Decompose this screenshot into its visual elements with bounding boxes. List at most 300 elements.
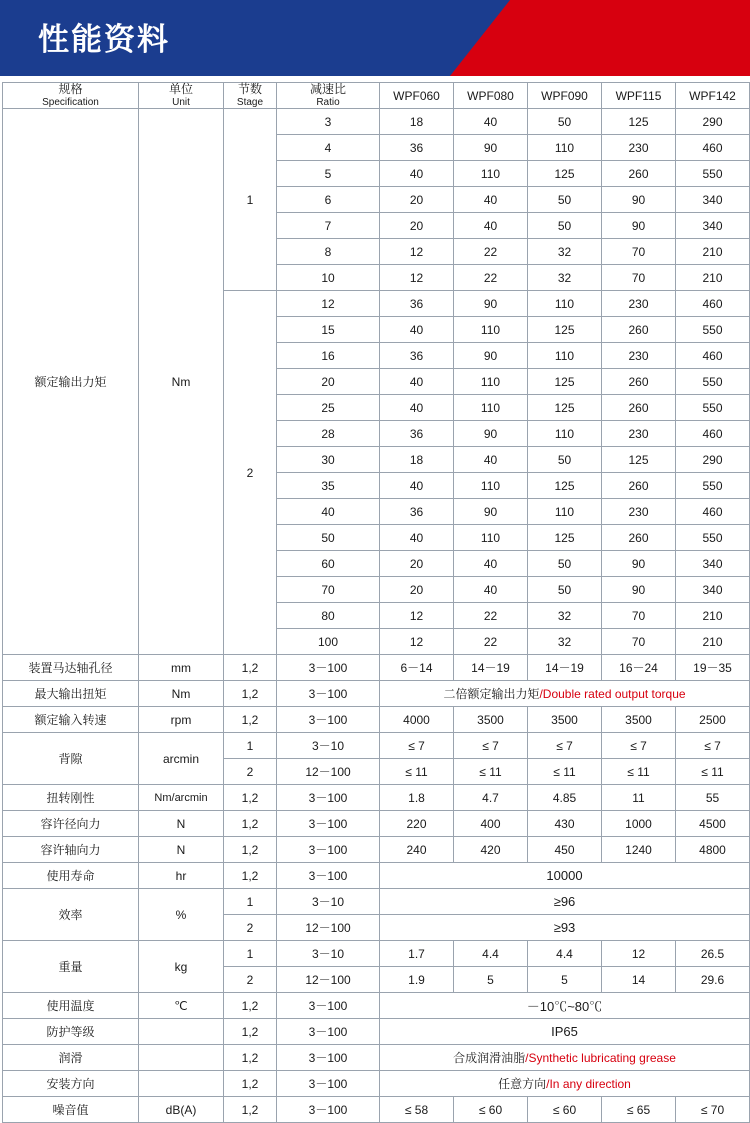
header-unit-cn: 单位 xyxy=(168,82,193,96)
row-label-backlash: 背隙 xyxy=(3,733,139,785)
value-cell: 1.9 xyxy=(380,967,454,993)
value-cell: 90 xyxy=(602,213,676,239)
value-cell: 32 xyxy=(528,265,602,291)
row-unit: % xyxy=(139,889,224,941)
value-cell: ≤ 7 xyxy=(676,733,750,759)
value-cell: ≤ 11 xyxy=(602,759,676,785)
value-cell: 1.7 xyxy=(380,941,454,967)
row-stage: 1,2 xyxy=(224,811,277,837)
value-cell: 460 xyxy=(676,343,750,369)
value-cell: ≤ 70 xyxy=(676,1097,750,1123)
value-cell: 40 xyxy=(454,187,528,213)
span-note-en: /In any direction xyxy=(546,1077,631,1092)
row-ratio: 3－100 xyxy=(277,1045,380,1071)
value-cell: 110 xyxy=(454,369,528,395)
value-cell: 20 xyxy=(380,213,454,239)
value-cell: 4.85 xyxy=(528,785,602,811)
row-unit: N xyxy=(139,837,224,863)
ratio-cell: 12 xyxy=(277,291,380,317)
value-cell: 90 xyxy=(602,577,676,603)
ratio-cell: 10 xyxy=(277,265,380,291)
value-cell: 430 xyxy=(528,811,602,837)
header-model-wpf142: WPF142 xyxy=(676,83,750,109)
value-cell: ≤ 7 xyxy=(602,733,676,759)
value-cell: 40 xyxy=(380,161,454,187)
value-cell: ≤ 65 xyxy=(602,1097,676,1123)
row-stage: 1 xyxy=(224,889,277,915)
value-cell: 40 xyxy=(454,213,528,239)
value-cell: 40 xyxy=(454,109,528,135)
value-cell: 260 xyxy=(602,317,676,343)
value-cell: 460 xyxy=(676,291,750,317)
value-cell: 340 xyxy=(676,551,750,577)
value-span: ≥93 xyxy=(380,915,750,941)
row-ratio: 12－100 xyxy=(277,967,380,993)
value-cell: 125 xyxy=(528,525,602,551)
value-cell: 5 xyxy=(528,967,602,993)
value-cell: ≤ 7 xyxy=(380,733,454,759)
table-row xyxy=(3,655,750,681)
row-label-mounting-direction: 安装方向 xyxy=(3,1071,139,1097)
ratio-cell: 30 xyxy=(277,447,380,473)
value-span xyxy=(380,1071,750,1097)
row-ratio: 3－100 xyxy=(277,681,380,707)
table-row xyxy=(3,681,750,707)
value-cell: 460 xyxy=(676,499,750,525)
value-cell: 20 xyxy=(380,187,454,213)
span-note-cn: 二倍额定输出力矩 xyxy=(443,687,540,702)
value-cell: 1000 xyxy=(602,811,676,837)
row-stage: 1,2 xyxy=(224,1071,277,1097)
value-cell: 260 xyxy=(602,161,676,187)
value-cell: 110 xyxy=(454,473,528,499)
value-cell: 55 xyxy=(676,785,750,811)
value-cell: 400 xyxy=(454,811,528,837)
row-unit: kg xyxy=(139,941,224,993)
value-cell: ≤ 11 xyxy=(380,759,454,785)
row-stage: 1 xyxy=(224,941,277,967)
value-cell: 90 xyxy=(454,499,528,525)
row-unit: dB(A) xyxy=(139,1097,224,1123)
value-cell: 110 xyxy=(528,421,602,447)
value-cell: 6－14 xyxy=(380,655,454,681)
row-label-torque: 额定输出力矩 xyxy=(3,109,139,655)
value-cell: 20 xyxy=(380,577,454,603)
value-cell: 12 xyxy=(380,603,454,629)
value-cell: 40 xyxy=(380,473,454,499)
value-cell: ≤ 58 xyxy=(380,1097,454,1123)
header-unit-en: Unit xyxy=(172,96,190,108)
row-unit-torque: Nm xyxy=(139,109,224,655)
value-cell: 50 xyxy=(528,213,602,239)
row-stage: 1,2 xyxy=(224,1045,277,1071)
value-cell: 230 xyxy=(602,421,676,447)
value-cell: 4800 xyxy=(676,837,750,863)
spec-table xyxy=(2,82,750,1123)
header-ratio-cn: 减速比 xyxy=(309,82,346,96)
ratio-cell: 50 xyxy=(277,525,380,551)
row-stage: 1,2 xyxy=(224,837,277,863)
value-cell: 1240 xyxy=(602,837,676,863)
header-unit xyxy=(139,83,224,109)
value-cell: 40 xyxy=(454,447,528,473)
header-model-wpf080: WPF080 xyxy=(454,83,528,109)
value-cell: 290 xyxy=(676,109,750,135)
value-cell: 110 xyxy=(454,161,528,187)
value-cell: ≤ 11 xyxy=(676,759,750,785)
span-note-en: /Double rated output torque xyxy=(539,687,686,702)
row-stage: 1,2 xyxy=(224,681,277,707)
value-cell: 460 xyxy=(676,135,750,161)
row-stage: 2 xyxy=(224,915,277,941)
row-unit xyxy=(139,1045,224,1071)
value-cell: 40 xyxy=(454,577,528,603)
ratio-cell: 25 xyxy=(277,395,380,421)
value-cell: 550 xyxy=(676,525,750,551)
page-title: 性能资料 xyxy=(38,22,170,57)
value-span: ≥96 xyxy=(380,889,750,915)
header-stage-cn: 节数 xyxy=(237,82,262,96)
row-stage: 1,2 xyxy=(224,993,277,1019)
value-cell: 110 xyxy=(454,525,528,551)
row-label-operating-temperature: 使用温度 xyxy=(3,993,139,1019)
table-row xyxy=(3,993,750,1019)
header-specification-cn: 规格 xyxy=(58,82,83,96)
value-cell: 340 xyxy=(676,213,750,239)
value-cell: 420 xyxy=(454,837,528,863)
row-label-protection-class: 防护等级 xyxy=(3,1019,139,1045)
value-cell: 19－35 xyxy=(676,655,750,681)
value-cell: 32 xyxy=(528,239,602,265)
spec-table-wrapper xyxy=(0,76,750,1123)
row-ratio: 3－100 xyxy=(277,707,380,733)
value-cell: 36 xyxy=(380,343,454,369)
row-unit: Nm/arcmin xyxy=(139,785,224,811)
ratio-cell: 28 xyxy=(277,421,380,447)
value-cell: 70 xyxy=(602,629,676,655)
span-note-cn: 合成润滑油脂 xyxy=(453,1051,526,1066)
value-cell: 4000 xyxy=(380,707,454,733)
table-row xyxy=(3,733,750,759)
row-label-noise: 噪音值 xyxy=(3,1097,139,1123)
table-row xyxy=(3,941,750,967)
row-ratio: 3－10 xyxy=(277,889,380,915)
value-cell: ≤ 11 xyxy=(454,759,528,785)
value-cell: 11 xyxy=(602,785,676,811)
row-unit: ℃ xyxy=(139,993,224,1019)
value-cell: 3500 xyxy=(602,707,676,733)
row-stage: 1 xyxy=(224,733,277,759)
value-cell: 40 xyxy=(380,317,454,343)
value-cell: 18 xyxy=(380,109,454,135)
value-cell: ≤ 7 xyxy=(454,733,528,759)
value-cell: 90 xyxy=(454,421,528,447)
row-ratio: 3－10 xyxy=(277,941,380,967)
value-cell: 110 xyxy=(454,395,528,421)
value-cell: 16－24 xyxy=(602,655,676,681)
value-cell: 230 xyxy=(602,499,676,525)
value-cell: 3500 xyxy=(528,707,602,733)
ratio-cell: 8 xyxy=(277,239,380,265)
span-note-cn: 任意方向 xyxy=(498,1077,547,1092)
value-cell: 550 xyxy=(676,161,750,187)
row-stage: 1,2 xyxy=(224,1097,277,1123)
value-cell: 125 xyxy=(602,109,676,135)
row-label-torsional-rigidity: 扭转刚性 xyxy=(3,785,139,811)
ratio-cell: 15 xyxy=(277,317,380,343)
value-cell: 40 xyxy=(380,369,454,395)
table-row xyxy=(3,889,750,915)
value-cell: 110 xyxy=(528,343,602,369)
value-cell: 110 xyxy=(528,291,602,317)
table-row xyxy=(3,785,750,811)
value-cell: 90 xyxy=(602,551,676,577)
table-row xyxy=(3,707,750,733)
value-cell: 90 xyxy=(454,135,528,161)
row-unit: arcmin xyxy=(139,733,224,785)
value-span: IP65 xyxy=(380,1019,750,1045)
value-cell: 550 xyxy=(676,369,750,395)
ratio-cell: 40 xyxy=(277,499,380,525)
ratio-cell: 35 xyxy=(277,473,380,499)
value-cell: 260 xyxy=(602,395,676,421)
value-cell: 50 xyxy=(528,109,602,135)
row-unit xyxy=(139,1019,224,1045)
value-span: 10000 xyxy=(380,863,750,889)
value-cell: 36 xyxy=(380,135,454,161)
value-cell: 12 xyxy=(380,265,454,291)
value-cell: 340 xyxy=(676,577,750,603)
value-cell: 125 xyxy=(528,369,602,395)
row-unit: N xyxy=(139,811,224,837)
value-cell: 36 xyxy=(380,421,454,447)
table-row xyxy=(3,1071,750,1097)
row-ratio: 12－100 xyxy=(277,759,380,785)
value-cell: 210 xyxy=(676,603,750,629)
value-cell: 14－19 xyxy=(528,655,602,681)
value-span: －10℃~80℃ xyxy=(380,993,750,1019)
value-cell: 32 xyxy=(528,603,602,629)
value-cell: 340 xyxy=(676,187,750,213)
row-stage: 1,2 xyxy=(224,863,277,889)
row-label-lubrication: 润滑 xyxy=(3,1045,139,1071)
value-cell: 70 xyxy=(602,265,676,291)
value-cell: ≤ 60 xyxy=(454,1097,528,1123)
value-cell: 18 xyxy=(380,447,454,473)
ratio-cell: 70 xyxy=(277,577,380,603)
value-cell: 22 xyxy=(454,629,528,655)
value-cell: 220 xyxy=(380,811,454,837)
table-row xyxy=(3,863,750,889)
row-stage: 1,2 xyxy=(224,1019,277,1045)
value-cell: 12 xyxy=(602,941,676,967)
value-cell: 29.6 xyxy=(676,967,750,993)
row-ratio: 3－100 xyxy=(277,993,380,1019)
table-row xyxy=(3,837,750,863)
header-model-wpf115: WPF115 xyxy=(602,83,676,109)
header-stage-en: Stage xyxy=(236,96,264,108)
table-row xyxy=(3,1045,750,1071)
value-span xyxy=(380,681,750,707)
table-header-row xyxy=(3,83,750,109)
value-cell: ≤ 11 xyxy=(528,759,602,785)
row-label-weight: 重量 xyxy=(3,941,139,993)
stage-group-2: 2 xyxy=(224,291,277,655)
header-specification-en: Specification xyxy=(42,96,99,108)
value-cell: 110 xyxy=(528,499,602,525)
ratio-cell: 60 xyxy=(277,551,380,577)
stage-group-1: 1 xyxy=(224,109,277,291)
row-label-shaft-bore: 装置马达轴孔径 xyxy=(3,655,139,681)
value-cell: 125 xyxy=(602,447,676,473)
row-stage: 1,2 xyxy=(224,655,277,681)
value-cell: 125 xyxy=(528,473,602,499)
value-cell: 50 xyxy=(528,187,602,213)
row-stage: 2 xyxy=(224,967,277,993)
ratio-cell: 4 xyxy=(277,135,380,161)
value-cell: 290 xyxy=(676,447,750,473)
span-note-en: /Synthetic lubricating grease xyxy=(525,1051,676,1066)
value-cell: 230 xyxy=(602,135,676,161)
ratio-cell: 5 xyxy=(277,161,380,187)
value-cell: 230 xyxy=(602,291,676,317)
value-cell: 22 xyxy=(454,265,528,291)
ratio-cell: 16 xyxy=(277,343,380,369)
table-row xyxy=(3,1019,750,1045)
value-cell: 550 xyxy=(676,317,750,343)
table-body xyxy=(3,109,750,1123)
value-cell: 90 xyxy=(454,291,528,317)
row-label-service-life: 使用寿命 xyxy=(3,863,139,889)
value-cell: 22 xyxy=(454,603,528,629)
value-cell: 50 xyxy=(528,577,602,603)
value-cell: 32 xyxy=(528,629,602,655)
row-label-max-torque: 最大输出扭矩 xyxy=(3,681,139,707)
value-cell: 4.4 xyxy=(528,941,602,967)
ratio-cell: 80 xyxy=(277,603,380,629)
value-cell: 14 xyxy=(602,967,676,993)
row-label-rated-input-speed: 额定输入转速 xyxy=(3,707,139,733)
value-cell: 36 xyxy=(380,499,454,525)
table-row xyxy=(3,109,750,135)
header-ratio-en: Ratio xyxy=(316,96,340,108)
value-cell: ≤ 60 xyxy=(528,1097,602,1123)
row-unit: mm xyxy=(139,655,224,681)
row-label-radial-force: 容许径向力 xyxy=(3,811,139,837)
table-row xyxy=(3,811,750,837)
value-cell: 22 xyxy=(454,239,528,265)
ratio-cell: 20 xyxy=(277,369,380,395)
header-specification xyxy=(3,83,139,109)
value-cell: 70 xyxy=(602,603,676,629)
value-cell: 36 xyxy=(380,291,454,317)
row-ratio: 3－100 xyxy=(277,1071,380,1097)
header-model-wpf090: WPF090 xyxy=(528,83,602,109)
row-unit: rpm xyxy=(139,707,224,733)
value-cell: 4.4 xyxy=(454,941,528,967)
ratio-cell: 7 xyxy=(277,213,380,239)
value-cell: 125 xyxy=(528,161,602,187)
value-cell: 90 xyxy=(602,187,676,213)
ratio-cell: 100 xyxy=(277,629,380,655)
value-cell: 50 xyxy=(528,447,602,473)
row-ratio: 3－100 xyxy=(277,811,380,837)
header-ratio xyxy=(277,83,380,109)
value-cell: 210 xyxy=(676,265,750,291)
row-unit: Nm xyxy=(139,681,224,707)
value-cell: 12 xyxy=(380,629,454,655)
table-head xyxy=(3,83,750,109)
row-stage: 2 xyxy=(224,759,277,785)
value-cell: 90 xyxy=(454,343,528,369)
row-stage: 1,2 xyxy=(224,707,277,733)
row-ratio: 3－100 xyxy=(277,863,380,889)
header-model-wpf060: WPF060 xyxy=(380,83,454,109)
row-ratio: 3－100 xyxy=(277,785,380,811)
value-cell: 260 xyxy=(602,473,676,499)
value-cell: 110 xyxy=(454,317,528,343)
row-ratio: 3－100 xyxy=(277,1019,380,1045)
value-cell: 260 xyxy=(602,369,676,395)
value-cell: 125 xyxy=(528,395,602,421)
row-ratio: 3－100 xyxy=(277,655,380,681)
value-cell: 210 xyxy=(676,239,750,265)
table-row xyxy=(3,1097,750,1123)
value-cell: 14－19 xyxy=(454,655,528,681)
ratio-cell: 6 xyxy=(277,187,380,213)
value-cell: 12 xyxy=(380,239,454,265)
value-cell: 5 xyxy=(454,967,528,993)
value-span xyxy=(380,1045,750,1071)
value-cell: 1.8 xyxy=(380,785,454,811)
row-unit xyxy=(139,1071,224,1097)
value-cell: 260 xyxy=(602,525,676,551)
value-cell: 2500 xyxy=(676,707,750,733)
value-cell: 230 xyxy=(602,343,676,369)
row-unit: hr xyxy=(139,863,224,889)
value-cell: 110 xyxy=(528,135,602,161)
value-cell: 450 xyxy=(528,837,602,863)
row-ratio: 3－100 xyxy=(277,837,380,863)
value-cell: ≤ 7 xyxy=(528,733,602,759)
value-cell: 550 xyxy=(676,395,750,421)
value-cell: 4500 xyxy=(676,811,750,837)
row-ratio: 3－10 xyxy=(277,733,380,759)
value-cell: 210 xyxy=(676,629,750,655)
value-cell: 70 xyxy=(602,239,676,265)
banner-red-wedge xyxy=(450,0,750,76)
page-banner xyxy=(0,0,750,76)
value-cell: 20 xyxy=(380,551,454,577)
header-stage xyxy=(224,83,277,109)
row-stage: 1,2 xyxy=(224,785,277,811)
row-ratio: 3－100 xyxy=(277,1097,380,1123)
value-cell: 26.5 xyxy=(676,941,750,967)
ratio-cell: 3 xyxy=(277,109,380,135)
value-cell: 4.7 xyxy=(454,785,528,811)
row-label-axial-force: 容许轴向力 xyxy=(3,837,139,863)
value-cell: 40 xyxy=(380,395,454,421)
value-cell: 3500 xyxy=(454,707,528,733)
value-cell: 125 xyxy=(528,317,602,343)
value-cell: 40 xyxy=(454,551,528,577)
value-cell: 240 xyxy=(380,837,454,863)
value-cell: 50 xyxy=(528,551,602,577)
row-label-efficiency: 效率 xyxy=(3,889,139,941)
row-ratio: 12－100 xyxy=(277,915,380,941)
value-cell: 460 xyxy=(676,421,750,447)
value-cell: 40 xyxy=(380,525,454,551)
